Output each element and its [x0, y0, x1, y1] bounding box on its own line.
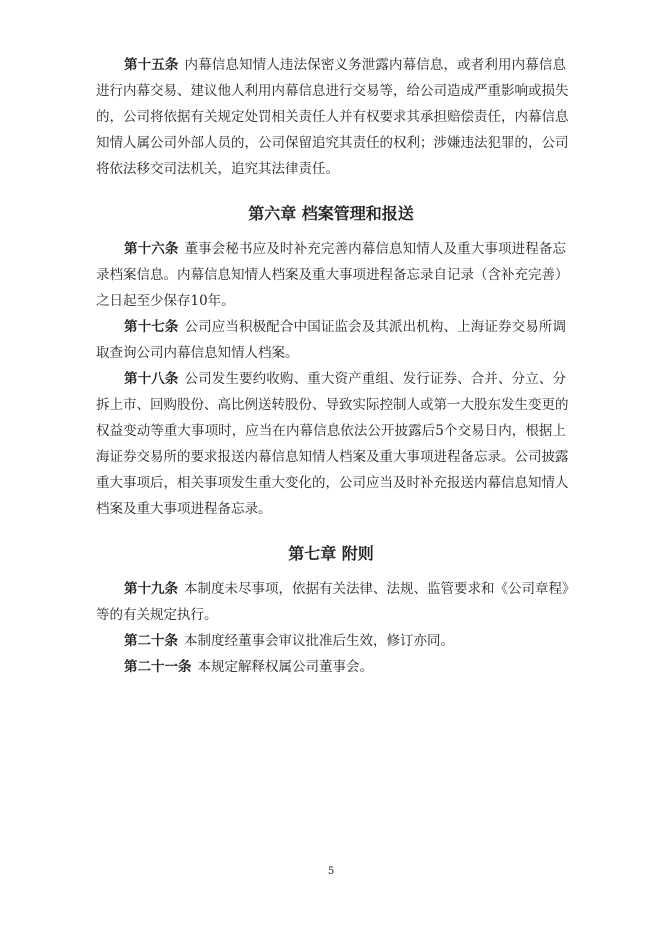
- article-text: 档案及重大事项进程备忘录。: [96, 501, 272, 517]
- page-number: 5: [327, 866, 335, 877]
- article-text: 本制度经董事会审议批准后生效，修订亦同。: [184, 633, 454, 649]
- article-label: 第十八条: [124, 371, 179, 387]
- text-line: [96, 104, 569, 130]
- article-paragraph: [96, 628, 566, 654]
- article-paragraph: [96, 576, 576, 628]
- text-line: [96, 236, 566, 262]
- article-text: 等的有关规定执行。: [96, 607, 218, 623]
- text-line: [96, 628, 566, 654]
- article-paragraph: [96, 314, 566, 366]
- article-text: 取查询公司内幕信息知情人档案。: [96, 345, 299, 361]
- text-line: [96, 288, 566, 314]
- text-line: [96, 602, 566, 628]
- text-line: [96, 654, 566, 680]
- text-line: [96, 52, 566, 78]
- article-paragraph: [96, 654, 566, 680]
- chapter-heading: 第六章 档案管理和报送: [248, 204, 414, 223]
- text-line: [96, 470, 569, 496]
- article-label: 第十七条: [124, 319, 179, 335]
- article-text: 拆上市、回购股份、高比例送转股份、导致实际控制人或第一大股东发生变更的: [96, 397, 569, 413]
- article-text: 之日起至少保存10年。: [96, 293, 235, 309]
- article-text: 将依法移交司法机关，追究其法律责任。: [96, 161, 339, 177]
- article-text: 内幕信息知情人违法保密义务泄露内幕信息，或者利用内幕信息: [184, 57, 567, 73]
- article-label: 第十六条: [124, 241, 179, 257]
- article-label: 第十九条: [124, 581, 178, 597]
- article-label: 第十五条: [124, 57, 179, 73]
- article-text: 本规定解释权属公司董事会。: [197, 659, 373, 675]
- text-line: [96, 156, 566, 182]
- article-paragraph: [96, 366, 569, 522]
- article-paragraph: [96, 236, 569, 314]
- article-text: 公司应当积极配合中国证监会及其派出机构、上海证券交易所调: [184, 319, 567, 335]
- text-line: [96, 262, 569, 288]
- article-label: 第二十条: [124, 633, 178, 649]
- text-line: [96, 496, 566, 522]
- text-line: [96, 340, 566, 366]
- text-line: [96, 418, 566, 444]
- text-line: [96, 392, 569, 418]
- article-text: 录档案信息。内幕信息知情人档案及重大事项进程备忘录自记录（含补充完善）: [96, 267, 569, 283]
- article-text: 本制度未尽事项，依据有关法律、法规、监管要求和《公司章程》: [184, 581, 576, 597]
- article-paragraph: [96, 52, 569, 182]
- chapter-heading: 第七章 附则: [288, 544, 374, 563]
- text-line: [96, 130, 569, 156]
- article-text: 权益变动等重大事项时，应当在内幕信息依法公开披露后5个交易日内，根据上: [96, 423, 566, 439]
- text-line: [96, 576, 576, 602]
- article-text: 董事会秘书应及时补充完善内幕信息知情人及重大事项进程备忘: [184, 241, 567, 257]
- text-line: [96, 314, 566, 340]
- article-label: 第二十一条: [124, 659, 192, 675]
- article-text: 知情人属公司外部人员的，公司保留追究其责任的权利；涉嫌违法犯罪的，公司: [96, 135, 569, 151]
- article-text: 海证券交易所的要求报送内幕信息知情人档案及重大事项进程备忘录。公司披露: [96, 449, 569, 465]
- text-line: [96, 366, 566, 392]
- text-line: [96, 444, 569, 470]
- article-text: 公司发生要约收购、重大资产重组、发行证券、合并、分立、分: [184, 371, 567, 387]
- article-text: 重大事项后，相关事项发生重大变化的，公司应当及时补充报送内幕信息知情人: [96, 475, 569, 491]
- article-text: 的，公司将依据有关规定处罚相关责任人并有权要求其承担赔偿责任，内幕信息: [96, 109, 569, 125]
- document-body: [96, 52, 576, 680]
- text-line: [96, 78, 569, 104]
- article-text: 进行内幕交易、建议他人利用内幕信息进行交易等，给公司造成严重影响或损失: [96, 83, 569, 99]
